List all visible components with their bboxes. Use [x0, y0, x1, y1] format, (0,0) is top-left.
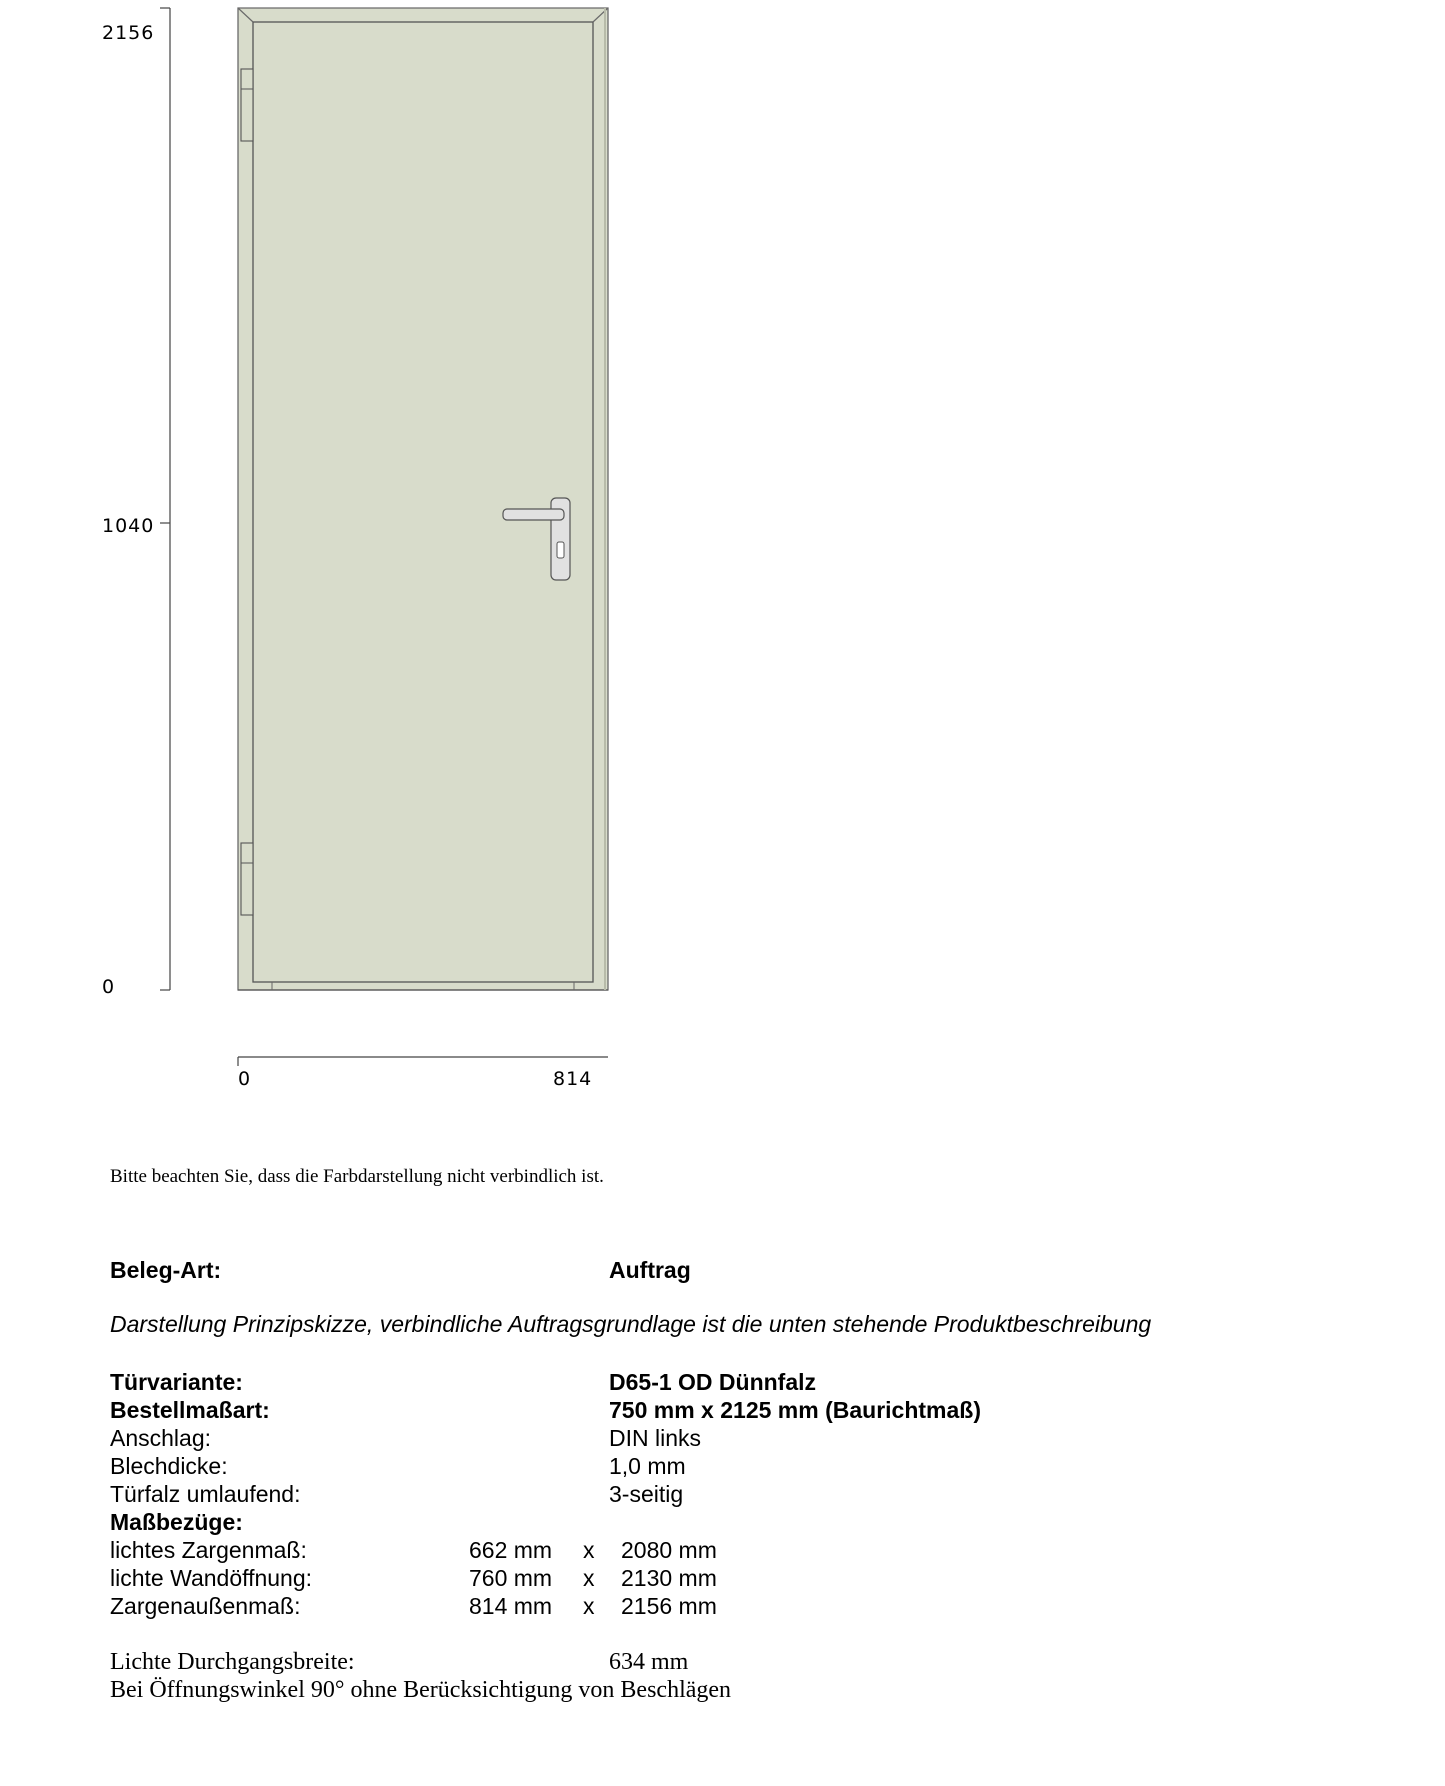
massbezuege-heading: Maßbezüge: — [110, 1509, 243, 1535]
mass-label-wandoeffnung: lichte Wandöffnung: — [110, 1565, 313, 1591]
mass-label-zargenaussenmass: Zargenaußenmaß: — [110, 1593, 301, 1619]
spec-label-anschlag: Anschlag: — [110, 1425, 212, 1451]
mass-x-zargenaussenmass: x — [583, 1593, 595, 1619]
mass-width-zargenaussenmass: 814 mm — [469, 1593, 553, 1619]
h-tick-814: 814 — [553, 1068, 593, 1090]
mass-width-zargenmass: 662 mm — [469, 1537, 553, 1563]
v-tick-1040: 1040 — [102, 515, 155, 537]
mass-label-zargenmass: lichtes Zargenmaß: — [110, 1537, 307, 1563]
vertical-dimension — [102, 8, 170, 998]
spec-value-blechdicke: 1,0 mm — [609, 1453, 686, 1479]
disclaimer: Darstellung Prinzipskizze, verbindliche Auftragsgrundlage ist die unten stehende Produktbeschreibung — [110, 1311, 1152, 1337]
v-tick-0: 0 — [102, 976, 116, 998]
beleg-label: Beleg-Art: — [110, 1257, 222, 1283]
mass-x-wandoeffnung: x — [583, 1565, 595, 1591]
hinge-top — [241, 69, 253, 141]
spec-value-bestellmassart: 750 mm x 2125 mm (Baurichtmaß) — [609, 1397, 981, 1423]
spec-value-tuerfalz: 3-seitig — [609, 1481, 684, 1507]
keyhole — [557, 542, 564, 558]
h-tick-0: 0 — [238, 1068, 252, 1090]
mass-x-zargenmass: x — [583, 1537, 595, 1563]
hinge-bottom — [241, 843, 253, 915]
durchgang-label: Lichte Durchgangsbreite: — [110, 1649, 355, 1675]
spec-label-bestellmassart: Bestellmaßart: — [110, 1397, 270, 1423]
spec-label-tuervariante: Türvariante: — [110, 1369, 243, 1395]
door-leaf — [253, 22, 593, 982]
durchgang-value: 634 mm — [609, 1649, 689, 1675]
door-drawing — [0, 0, 700, 1100]
horizontal-dimension — [238, 1057, 608, 1090]
mass-width-wandoeffnung: 760 mm — [469, 1565, 553, 1591]
spec-value-anschlag: DIN links — [609, 1425, 702, 1451]
beleg-value: Auftrag — [609, 1257, 691, 1283]
v-tick-2156: 2156 — [102, 22, 155, 44]
durchgang-note: Bei Öffnungswinkel 90° ohne Berücksichtigung von Beschlägen — [110, 1677, 732, 1703]
spec-value-tuervariante: D65-1 OD Dünnfalz — [609, 1369, 817, 1395]
spec-label-blechdicke: Blechdicke: — [110, 1453, 228, 1479]
spec-label-tuerfalz: Türfalz umlaufend: — [110, 1481, 301, 1507]
color-note: Bitte beachten Sie, dass die Farbdarstellung nicht verbindlich ist. — [110, 1166, 604, 1187]
mass-height-zargenaussenmass: 2156 mm — [621, 1593, 717, 1619]
handle-lever — [503, 509, 564, 520]
mass-height-wandoeffnung: 2130 mm — [621, 1565, 717, 1591]
mass-height-zargenmass: 2080 mm — [621, 1537, 717, 1563]
